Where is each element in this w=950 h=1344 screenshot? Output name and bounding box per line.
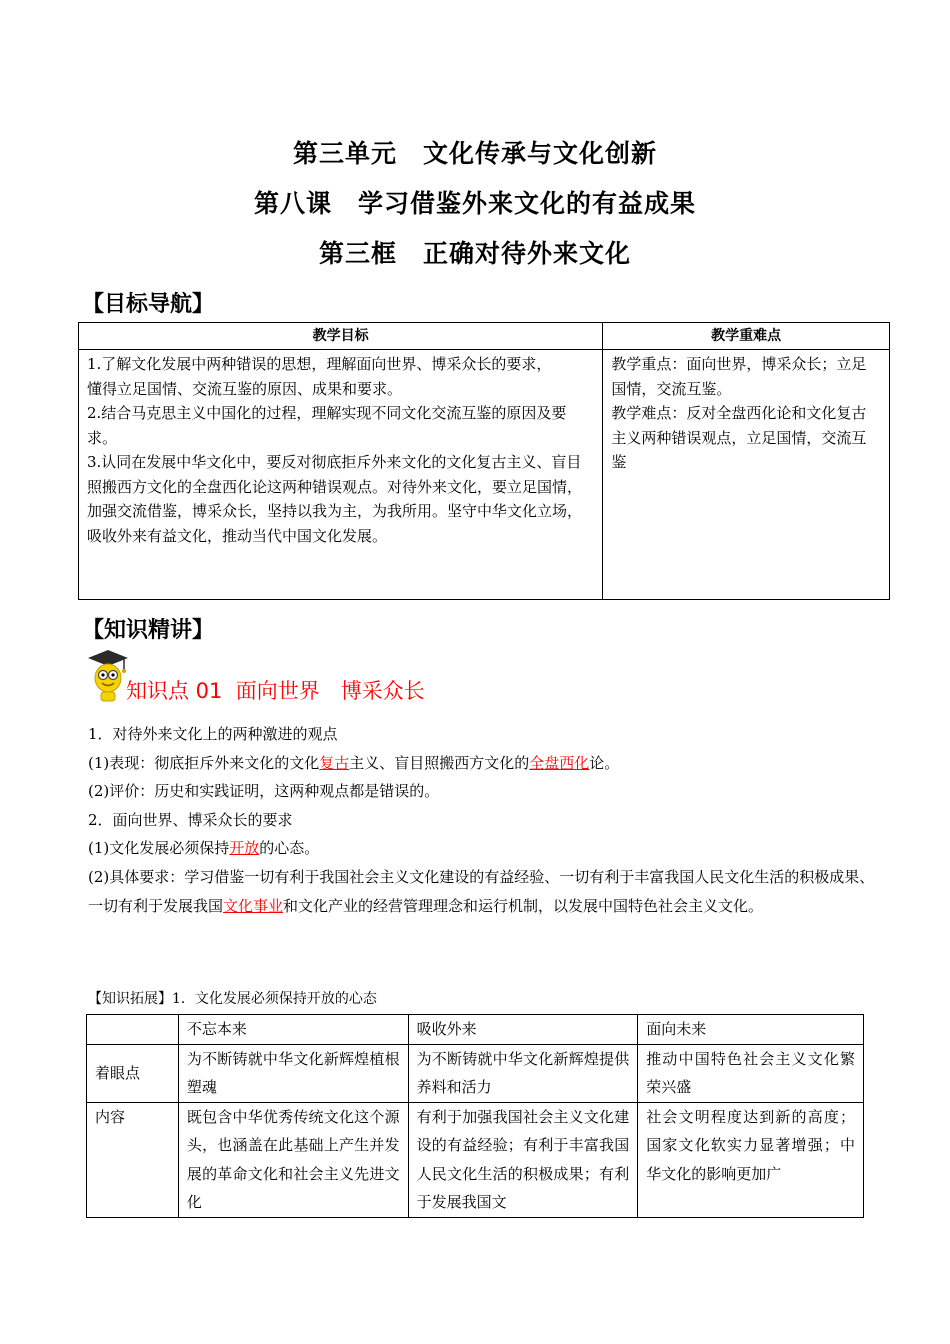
ext-cell: 为不断铸就中华文化新辉煌植根塑魂 — [178, 1044, 408, 1102]
ext-col-header-3: 面向未来 — [638, 1015, 864, 1045]
keyword-quanpanxihua: 全盘西化 — [529, 753, 590, 772]
knowledge-point-title: 知识点 01 面向世界 博采众长 — [126, 679, 425, 703]
knowledge-content — [88, 720, 878, 920]
keypoints-cell — [603, 350, 890, 600]
frame-title: 第三框 正确对待外来文化 — [318, 239, 631, 268]
ext-col-header-2: 吸收外来 — [408, 1015, 638, 1045]
ext-col-header-empty — [87, 1015, 179, 1045]
knowledge-heading: 【知识精讲】 — [82, 618, 215, 643]
content-line-5: (1)文化发展必须保持开放的心态。 — [88, 839, 320, 858]
goals-header-keypoints: 教学重难点 — [603, 323, 890, 350]
extension-label: 【知识拓展】1．文化发展必须保持开放的心态 — [88, 991, 377, 1007]
objective-3: 3.认同在发展中华文化中，要反对彻底拒斥外来文化的文化复古主义、盲目照搬西方文化的全盘西化论这两种错误观点。对待外来文化，要立足国情，加强交流借鉴，博采众长，坚持以我为主，为我所用。坚守中华文化立场，吸收外来有益文化，推动当代中国文化发展。 — [87, 453, 583, 545]
keyword-wenhuashiye: 文化事业 — [223, 896, 284, 915]
knowledge-point-header — [86, 648, 586, 704]
scholar-mascot-icon — [86, 648, 130, 704]
key-difficulty: 教学难点：反对全盘西化论和文化复古主义两种错误观点，立足国情，交流互鉴 — [611, 404, 867, 471]
content-line-3: (2)评价：历史和实践证明，这两种观点都是错误的。 — [88, 782, 440, 801]
ext-row-header-content: 内容 — [87, 1102, 179, 1217]
goals-table — [78, 322, 890, 600]
extension-table — [86, 1014, 864, 1218]
ext-cell: 社会文明程度达到新的高度；国家文化软实力显著增强；中华文化的影响更加广 — [638, 1102, 864, 1217]
objective-1-cont: 懂得立足国情、交流互鉴的原因、成果和要求。 — [87, 379, 403, 398]
ext-cell: 既包含中华优秀传统文化这个源头，也涵盖在此基础上产生并发展的革命文化和社会主义先进文化 — [178, 1102, 408, 1217]
ext-cell: 推动中国特色社会主义文化繁荣兴盛 — [638, 1044, 864, 1102]
objective-1: 1.了解文化发展中两种错误的思想，理解面向世界、博采众长的要求， — [87, 355, 552, 373]
goals-nav-heading: 【目标导航】 — [82, 292, 215, 317]
lesson-title: 第八课 学习借鉴外来文化的有益成果 — [253, 189, 696, 218]
keyword-fugu: 复古 — [319, 753, 350, 772]
key-focus: 教学重点：面向世界，博采众长；立足国情，交流互鉴。 — [611, 355, 867, 398]
ext-cell: 有利于加强我国社会主义文化建设的有益经验；有利于丰富我国人民文化生活的积极成果；有利于发展我国文 — [408, 1102, 638, 1217]
objectives-cell — [79, 350, 603, 600]
content-line-6: (2)具体要求：学习借鉴一切有利于我国社会主义文化建设的有益经验、一切有利于丰富我国人民文化生活的积极成果、一切有利于发展我国文化事业和文化产业的经营管理理念和运行机制，以发展中国特色社会主义文化。 — [88, 867, 875, 915]
goals-header-objectives: 教学目标 — [79, 323, 603, 350]
keyword-kaifang: 开放 — [229, 839, 260, 858]
ext-col-header-1: 不忘本来 — [178, 1015, 408, 1045]
ext-row-header-focus: 着眼点 — [87, 1044, 179, 1102]
objective-2: 2.结合马克思主义中国化的过程，理解实现不同文化交流互鉴的原因及要求。 — [87, 404, 567, 447]
unit-title: 第三单元 文化传承与文化创新 — [292, 139, 657, 168]
content-line-1: 1．对待外来文化上的两种激进的观点 — [88, 725, 338, 743]
content-line-4: 2．面向世界、博采众长的要求 — [88, 810, 293, 829]
content-line-2: (1)表现：彻底拒斥外来文化的文化复古主义、盲目照搬西方文化的全盘西化论。 — [88, 753, 620, 772]
ext-cell: 为不断铸就中华文化新辉煌提供养料和活力 — [408, 1044, 638, 1102]
